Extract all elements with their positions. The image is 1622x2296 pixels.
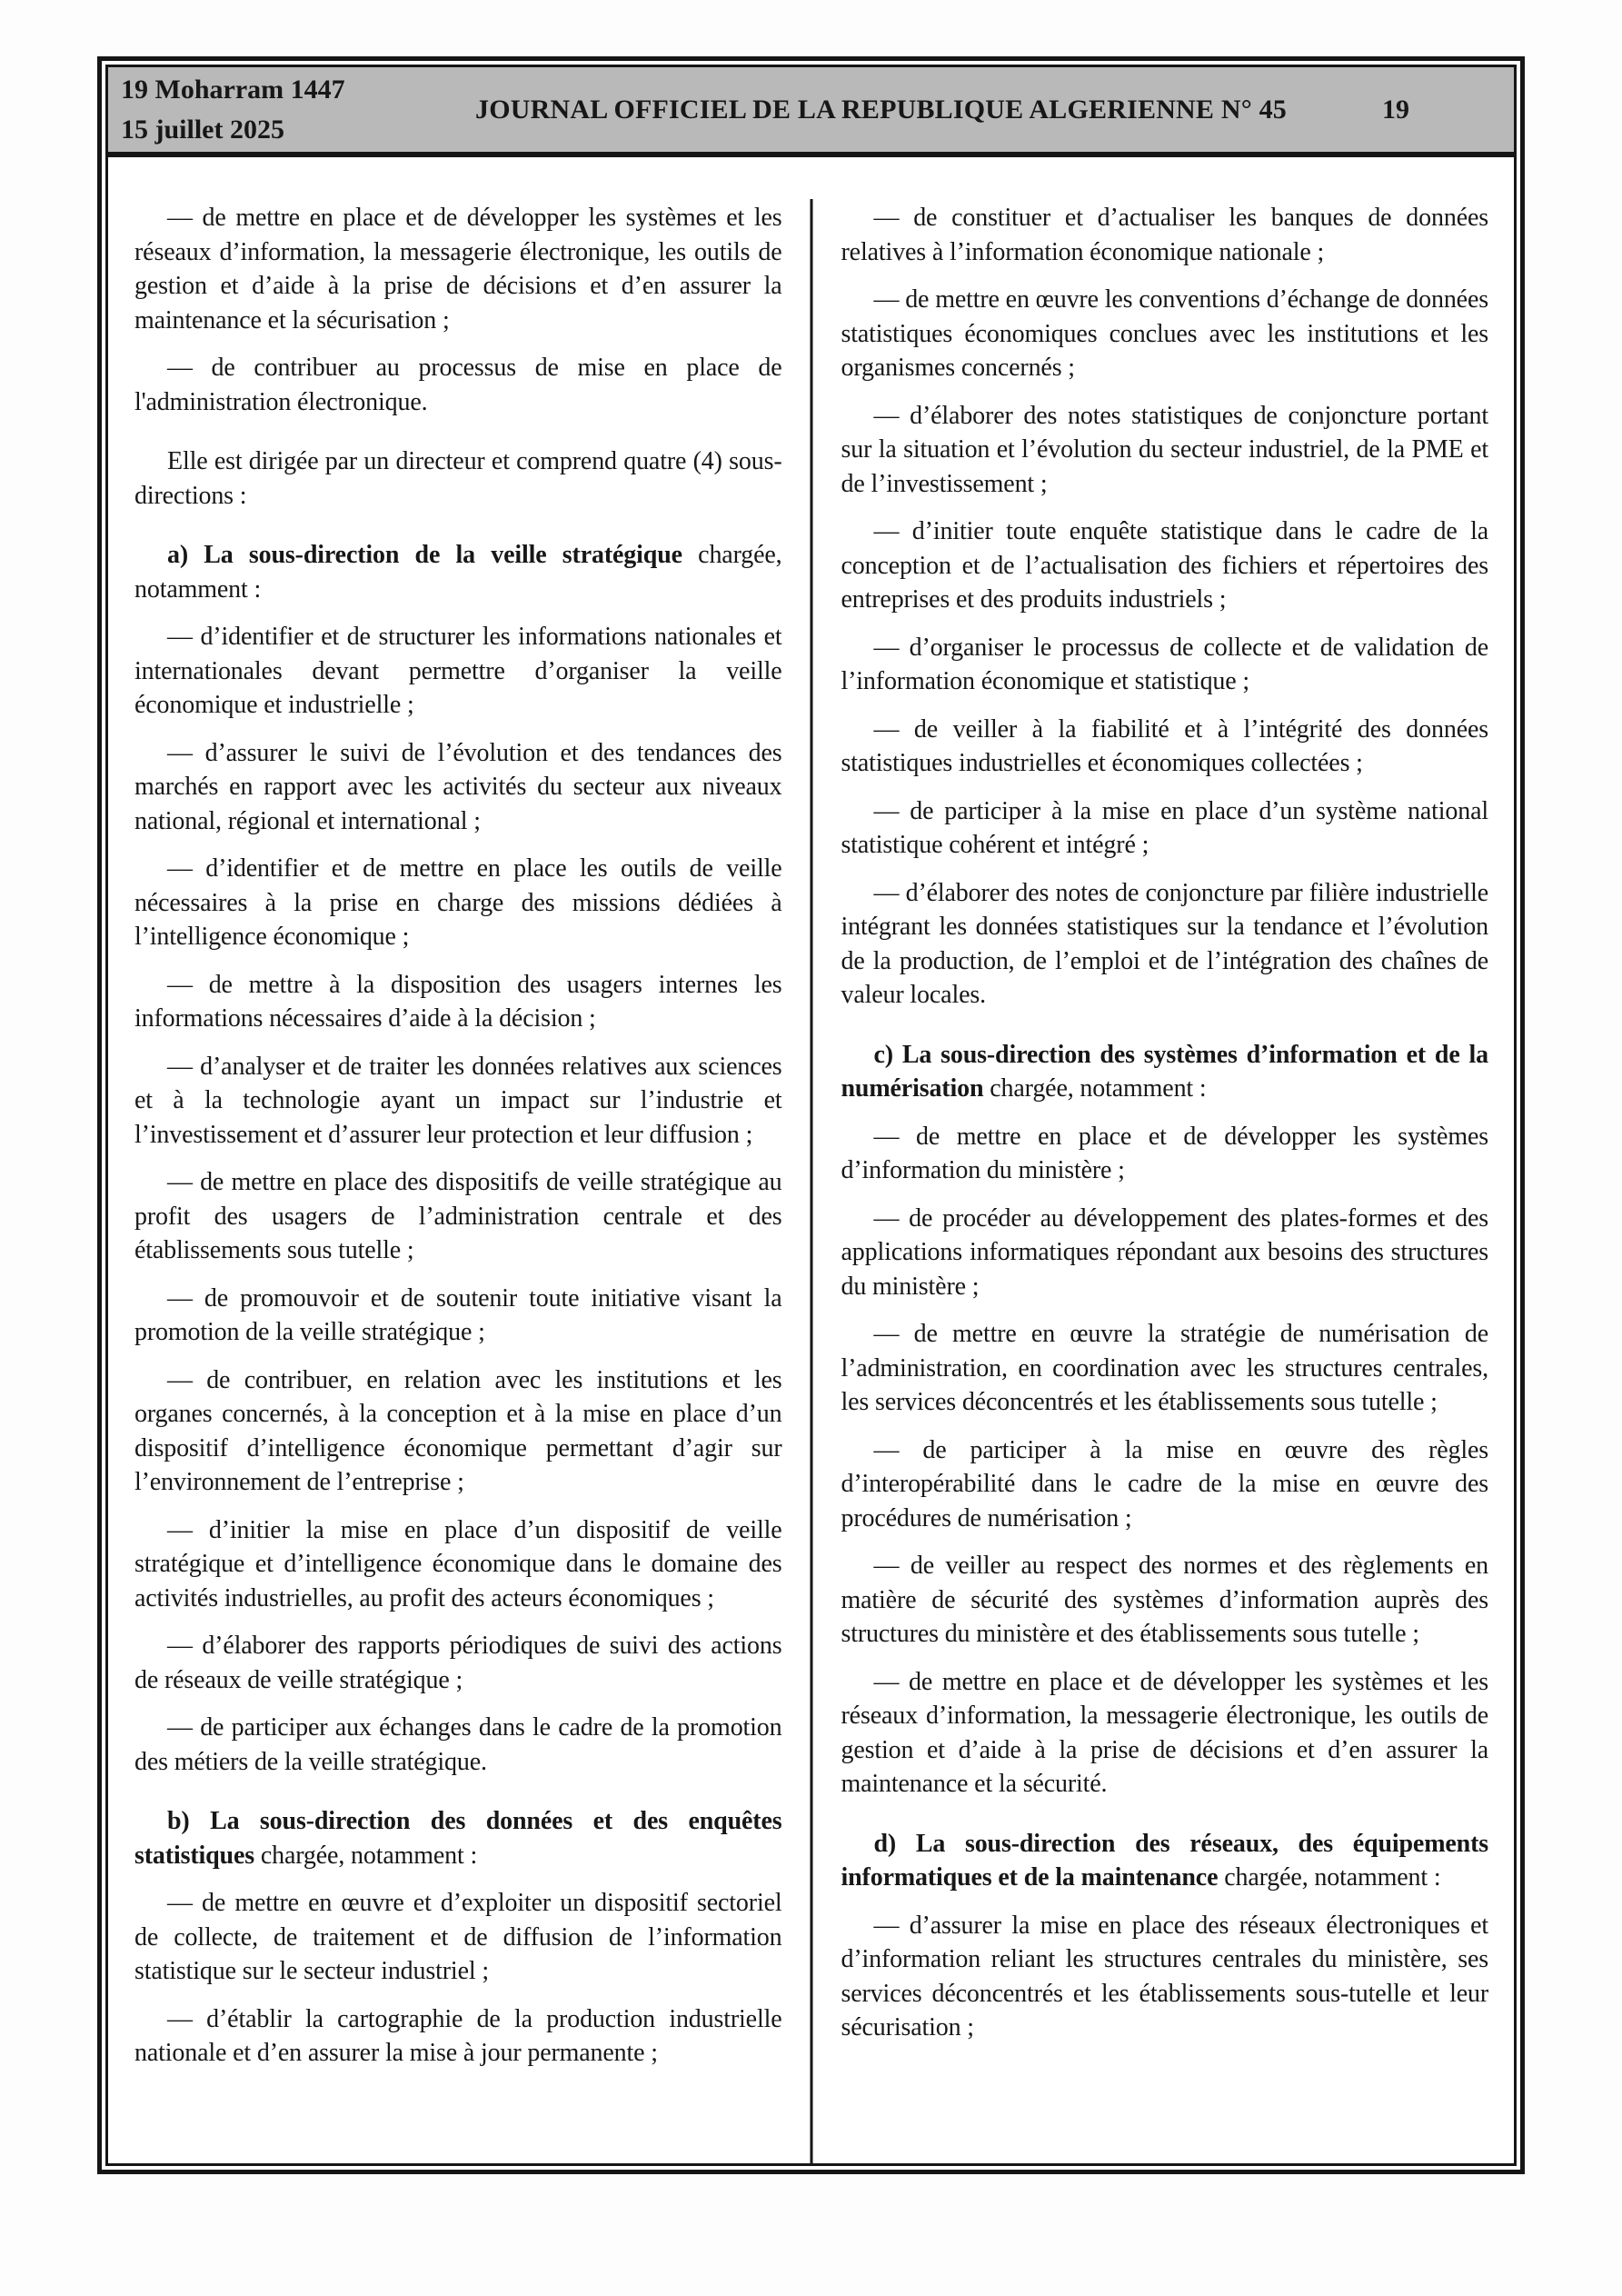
paragraph bbox=[134, 1886, 782, 1989]
paragraph-text: — de participer à la mise en place d’un système national statistique cohérent et intégré ; bbox=[841, 796, 1488, 859]
paragraph bbox=[134, 1363, 782, 1500]
left-column bbox=[134, 201, 811, 2140]
paragraph-text: chargée, notamment : bbox=[134, 541, 782, 604]
paragraph-text: — de mettre en place et de développer les systèmes d’information du ministère ; bbox=[841, 1122, 1488, 1184]
paragraph-text: — d’assurer le suivi de l’évolution et des tendances des marchés en rapport avec les activités du secteur aux niveaux national, régional et international ; bbox=[134, 738, 782, 835]
paragraph-text: chargée, notamment : bbox=[254, 1841, 478, 1870]
paragraph bbox=[841, 631, 1489, 699]
section-heading bbox=[841, 1827, 1489, 1895]
section-heading bbox=[134, 1804, 782, 1872]
section-heading bbox=[841, 1038, 1489, 1106]
paragraph bbox=[134, 201, 782, 337]
paragraph bbox=[134, 2002, 782, 2071]
paragraph bbox=[841, 1202, 1489, 1304]
paragraph bbox=[841, 1549, 1489, 1652]
paragraph bbox=[841, 713, 1489, 781]
section-heading-bold-text: c) La sous-direction des systèmes d’information et de la numérisation bbox=[841, 1040, 1488, 1103]
page-header bbox=[108, 67, 1514, 157]
paragraph-text: Elle est dirigée par un directeur et comprend quatre (4) sous-directions : bbox=[134, 447, 782, 510]
paragraph bbox=[841, 1665, 1489, 1802]
paragraph-text: — d’élaborer des rapports périodiques de suivi des actions de réseaux de veille stratégique ; bbox=[134, 1632, 782, 1694]
paragraph-text: — d’élaborer des notes de conjoncture par filière industrielle intégrant les données statistiques sur la tendance et l’évolution de la production, de l’emploi et de l’intégration des chaînes de valeur locales. bbox=[841, 878, 1488, 1009]
paragraph-text: — d’analyser et de traiter les données relatives aux sciences et à la technologie ayant un impact sur l’industrie et l’investissement et d’assurer leur protection et leur diffusion ; bbox=[134, 1052, 782, 1149]
paragraph bbox=[134, 444, 782, 513]
column-divider-rule bbox=[810, 199, 812, 2163]
paragraph bbox=[134, 1050, 782, 1153]
paragraph bbox=[134, 852, 782, 954]
paragraph bbox=[134, 1513, 782, 1616]
paragraph-text: chargée, notamment : bbox=[983, 1074, 1207, 1103]
paragraph-text: — de procéder au développement des plates-formes et des applications informatiques répondant aux besoins des structures du ministère ; bbox=[841, 1203, 1488, 1301]
paragraph-text: — de participer aux échanges dans le cadre de la promotion des métiers de la veille stratégique. bbox=[134, 1713, 782, 1776]
page-inner-frame bbox=[105, 65, 1517, 2166]
paragraph bbox=[134, 1282, 782, 1350]
section-heading-bold-text: b) La sous-direction des données et des enquêtes statistiques bbox=[134, 1807, 782, 1870]
page-outer-frame bbox=[97, 56, 1525, 2174]
page-number: 19 bbox=[1382, 94, 1409, 125]
paragraph bbox=[841, 514, 1489, 617]
paragraph-text: — de promouvoir et de soutenir toute initiative visant la promotion de la veille stratégique ; bbox=[134, 1283, 782, 1346]
paragraph-text: — d’établir la cartographie de la production industrielle nationale et d’en assurer la mise à jour permanente ; bbox=[134, 2004, 782, 2067]
paragraph bbox=[134, 968, 782, 1036]
paragraph-text: — d’identifier et de mettre en place les outils de veille nécessaires à la prise en charge des missions dédiées à l’intelligence économique ; bbox=[134, 854, 782, 951]
paragraph bbox=[134, 1165, 782, 1268]
section-heading-bold-text: a) La sous-direction de la veille stratégique bbox=[167, 541, 682, 569]
paragraph-text: — de mettre en œuvre les conventions d’échange de données statistiques économiques conclues avec les institutions et les organismes concernés ; bbox=[841, 285, 1488, 382]
paragraph bbox=[841, 283, 1489, 385]
hijri-date: 19 Moharram 1447 bbox=[121, 74, 345, 105]
paragraph-text: — d’élaborer des notes statistiques de conjoncture portant sur la situation et l’évolution du secteur industriel, de la PME et de l’investissement ; bbox=[841, 401, 1488, 498]
paragraph-text: — de mettre en œuvre la stratégie de numérisation de l’administration, en coordination avec les structures centrales, les services déconcentrés et les établissements sous tutelle ; bbox=[841, 1320, 1488, 1416]
paragraph-text: — de mettre en œuvre et d’exploiter un dispositif sectoriel de collecte, de traitement et de diffusion de l’information statistique sur le secteur industriel ; bbox=[134, 1889, 782, 1985]
journal-title: JOURNAL OFFICIEL DE LA REPUBLIQUE ALGERIENNE N° 45 bbox=[475, 94, 1287, 125]
paragraph bbox=[134, 736, 782, 839]
section-heading-bold-text: d) La sous-direction des réseaux, des équipements informatiques et de la maintenance bbox=[841, 1829, 1488, 1892]
paragraph bbox=[841, 1909, 1489, 2045]
section-heading bbox=[134, 538, 782, 606]
paragraph bbox=[841, 794, 1489, 863]
paragraph-text: — de participer à la mise en œuvre des règles d’interopérabilité dans le cadre de la mise en œuvre des procédures de numérisation ; bbox=[841, 1435, 1488, 1532]
paragraph bbox=[841, 1433, 1489, 1536]
paragraph-text: — d’organiser le processus de collecte et de validation de l’information économique et statistique ; bbox=[841, 633, 1488, 695]
paragraph-text: — de mettre à la disposition des usagers internes les informations nécessaires d’aide à la décision ; bbox=[134, 970, 782, 1033]
paragraph bbox=[134, 620, 782, 723]
paragraph bbox=[841, 1317, 1489, 1420]
right-column bbox=[811, 201, 1489, 2140]
paragraph-text: — de constituer et d’actualiser les banques de données relatives à l’information économique nationale ; bbox=[841, 204, 1488, 266]
paragraph-text: — de mettre en place et de développer les systèmes et les réseaux d’information, la messagerie électronique, les outils de gestion et d’aide à la prise de décisions et d’en assurer la maintenance et la sécurisation ; bbox=[134, 204, 782, 334]
paragraph-text: — de veiller au respect des normes et des règlements en matière de sécurité des systèmes d’information auprès des structures du ministère et des établissements sous tutelle ; bbox=[841, 1552, 1488, 1648]
paragraph bbox=[134, 351, 782, 419]
paragraph-text: — d’identifier et de structurer les informations nationales et internationales devant permettre d’organiser la veille économique et industrielle ; bbox=[134, 623, 782, 719]
paragraph-text: — de contribuer au processus de mise en place de l'administration électronique. bbox=[134, 354, 782, 416]
page-body bbox=[108, 157, 1514, 2163]
paragraph-text: — de mettre en place des dispositifs de veille stratégique au profit des usagers de l’administration centrale et des établissements sous tutelle ; bbox=[134, 1168, 782, 1264]
paragraph bbox=[841, 201, 1489, 269]
paragraph bbox=[841, 1120, 1489, 1188]
paragraph-text: — d’assurer la mise en place des réseaux électroniques et d’information reliant les structures centrales du ministère, ses services déconcentrés et les établissements sous-tutelle et leur sécurisation ; bbox=[841, 1911, 1488, 2041]
paragraph bbox=[841, 876, 1489, 1013]
gregorian-date: 15 juillet 2025 bbox=[121, 114, 284, 145]
paragraph-text: — de veiller à la fiabilité et à l’intégrité des données statistiques industrielles et économiques collectées ; bbox=[841, 714, 1488, 777]
paragraph bbox=[841, 399, 1489, 502]
paragraph-text: — de contribuer, en relation avec les institutions et les organes concernés, à la conception et à la mise en place d’un dispositif d’intelligence économique permettant d’agir sur l’environnement de l’entreprise ; bbox=[134, 1365, 782, 1496]
issue-dates bbox=[121, 70, 430, 150]
paragraph-text: — d’initier toute enquête statistique dans le cadre de la conception et de l’actualisation des fichiers et répertoires des entreprises et des produits industriels ; bbox=[841, 517, 1488, 614]
paragraph-text: — d’initier la mise en place d’un dispositif de veille stratégique et d’intelligence économique dans le domaine des activités industrielles, au profit des acteurs économiques ; bbox=[134, 1515, 782, 1612]
paragraph bbox=[134, 1711, 782, 1779]
paragraph-text: — de mettre en place et de développer les systèmes et les réseaux d’information, la messagerie électronique, les outils de gestion et d’aide à la prise de décisions et d’en assurer la maintenance et la sécurité. bbox=[841, 1667, 1488, 1798]
paragraph bbox=[134, 1629, 782, 1697]
paragraph-text: chargée, notamment : bbox=[1218, 1863, 1441, 1892]
